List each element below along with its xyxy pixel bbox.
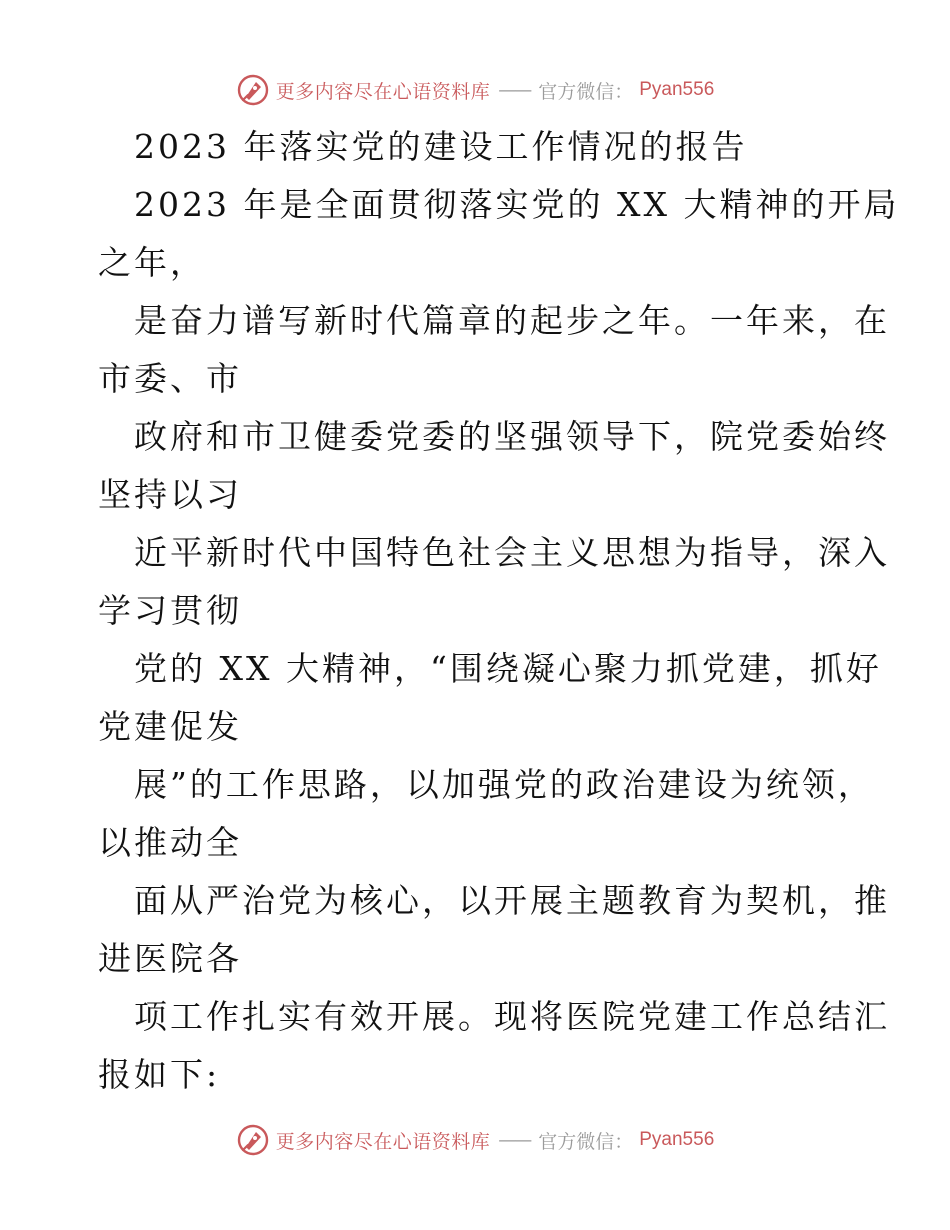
pen-nib-circle-icon: [236, 73, 270, 107]
document-body: [98, 118, 900, 1104]
document-title: 2023 年落实党的建设工作情况的报告: [134, 127, 748, 166]
watermark-wechat-id: Pyan556: [639, 79, 715, 100]
pen-nib-circle-icon: [236, 1123, 270, 1157]
watermark-text: 更多内容尽在心语资料库: [275, 1130, 491, 1153]
body-line: 党的 XX 大精神，“围绕凝心聚力抓党建，抓好: [134, 649, 882, 688]
watermark-label: 官方微信：: [538, 1130, 634, 1153]
body-line: 面从严治党为核心，以开展主题教育为契机，推: [134, 881, 890, 920]
body-line: 坚持以习: [98, 475, 242, 514]
body-line: 是奋力谱写新时代篇章的起步之年。一年来，在: [134, 301, 890, 340]
body-line: 近平新时代中国特色社会主义思想为指导，深入: [134, 533, 890, 572]
body-line: 党建促发: [98, 707, 242, 746]
watermark-dash: ——: [498, 79, 531, 101]
body-line: 之年，: [98, 243, 206, 282]
body-line: 以推动全: [98, 823, 242, 862]
body-line: 2023 年是全面贯彻落实党的 XX 大精神的开局: [134, 185, 900, 224]
watermark-dash: ——: [498, 1129, 531, 1151]
body-line: 展”的工作思路，以加强党的政治建设为统领，: [134, 765, 874, 804]
body-line: 学习贯彻: [98, 591, 242, 630]
body-line: 报如下:: [98, 1055, 221, 1094]
footer-watermark: [0, 1120, 950, 1160]
watermark-label: 官方微信：: [538, 80, 634, 103]
body-line: 市委、市: [98, 359, 242, 398]
body-line: 进医院各: [98, 939, 242, 978]
body-line: 项工作扎实有效开展。现将医院党建工作总结汇: [134, 997, 890, 1036]
body-line: 政府和市卫健委党委的坚强领导下，院党委始终: [134, 417, 890, 456]
watermark-text: 更多内容尽在心语资料库: [275, 80, 491, 103]
watermark-wechat-id: Pyan556: [639, 1129, 715, 1150]
header-watermark: [0, 70, 950, 110]
